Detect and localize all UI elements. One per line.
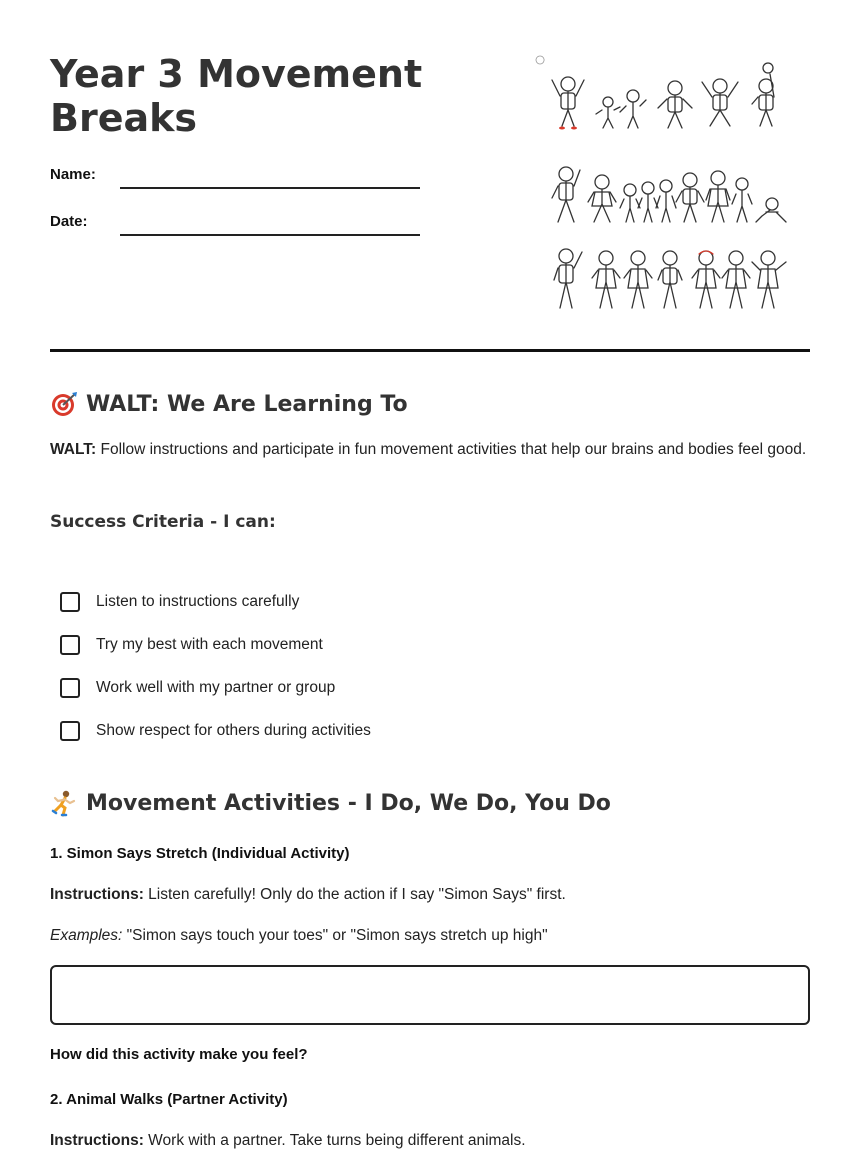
checkbox[interactable] xyxy=(60,721,80,741)
checkbox[interactable] xyxy=(60,635,80,655)
activity-2-instructions xyxy=(50,1128,810,1154)
child-figure xyxy=(624,251,652,308)
date-field[interactable] xyxy=(120,234,420,236)
checkbox[interactable] xyxy=(60,592,80,612)
instructions-text: Work with a partner. Take turns being different animals. xyxy=(143,1132,526,1149)
child-figure xyxy=(752,63,774,126)
child-figure xyxy=(656,180,676,222)
child-figure xyxy=(638,182,658,222)
child-figure xyxy=(596,97,620,128)
date-label: Date: xyxy=(50,213,88,230)
child-figure xyxy=(552,77,584,126)
walt-heading-text: WALT: We Are Learning To xyxy=(86,391,408,417)
child-figure xyxy=(702,79,738,126)
child-figure xyxy=(692,251,720,308)
success-criteria-list xyxy=(60,580,371,752)
runner-icon xyxy=(50,789,78,817)
criteria-item xyxy=(60,666,371,709)
criteria-item xyxy=(60,709,371,752)
criteria-label: Work well with my partner or group xyxy=(96,678,336,696)
child-figure xyxy=(676,173,704,222)
activity-1-title: 1. Simon Says Stretch (Individual Activity) xyxy=(50,845,350,862)
criteria-label: Listen to instructions carefully xyxy=(96,592,300,610)
instructions-label: Instructions: xyxy=(50,1132,144,1149)
criteria-item xyxy=(60,580,371,623)
name-label: Name: xyxy=(50,166,96,183)
target-icon xyxy=(50,390,78,418)
criteria-label: Try my best with each movement xyxy=(96,635,323,653)
walt-paragraph xyxy=(50,437,810,463)
children-illustration xyxy=(530,52,800,314)
feel-question: How did this activity make you feel? xyxy=(50,1046,308,1063)
page-title: Year 3 Movement Breaks xyxy=(50,52,423,140)
section-divider xyxy=(50,349,810,352)
activity-2-title: 2. Animal Walks (Partner Activity) xyxy=(50,1091,288,1108)
walt-label: WALT: xyxy=(50,441,97,458)
criteria-label: Show respect for others during activities xyxy=(96,721,371,739)
child-figure xyxy=(552,167,580,222)
examples-label: Examples: xyxy=(50,927,123,944)
child-figure xyxy=(620,184,640,222)
activity-1-answer-box[interactable] xyxy=(50,965,810,1025)
child-figure xyxy=(732,178,752,222)
child-figure xyxy=(658,251,682,308)
child-figure xyxy=(658,81,692,128)
child-figure xyxy=(592,251,620,308)
child-figure xyxy=(620,90,646,128)
checkbox[interactable] xyxy=(60,678,80,698)
name-field[interactable] xyxy=(120,187,420,189)
child-figure xyxy=(588,175,616,222)
success-criteria-title: Success Criteria - I can: xyxy=(50,512,276,532)
criteria-item xyxy=(60,623,371,666)
walt-text: Follow instructions and participate in fun movement activities that help our brains and bodies feel good. xyxy=(96,441,807,458)
activity-1-examples xyxy=(50,923,810,949)
walt-heading xyxy=(50,390,408,418)
child-figure xyxy=(756,198,786,222)
instructions-text: Listen carefully! Only do the action if I say "Simon Says" first. xyxy=(143,886,566,903)
instructions-label: Instructions: xyxy=(50,886,144,903)
activities-heading xyxy=(50,789,611,817)
child-figure xyxy=(554,249,582,308)
child-figure xyxy=(722,251,750,308)
examples-text: "Simon says touch your toes" or "Simon says stretch up high" xyxy=(122,927,548,944)
activity-1-instructions xyxy=(50,882,810,908)
child-figure xyxy=(752,251,786,308)
child-figure xyxy=(706,171,730,222)
activities-heading-text: Movement Activities - I Do, We Do, You Do xyxy=(86,790,611,816)
